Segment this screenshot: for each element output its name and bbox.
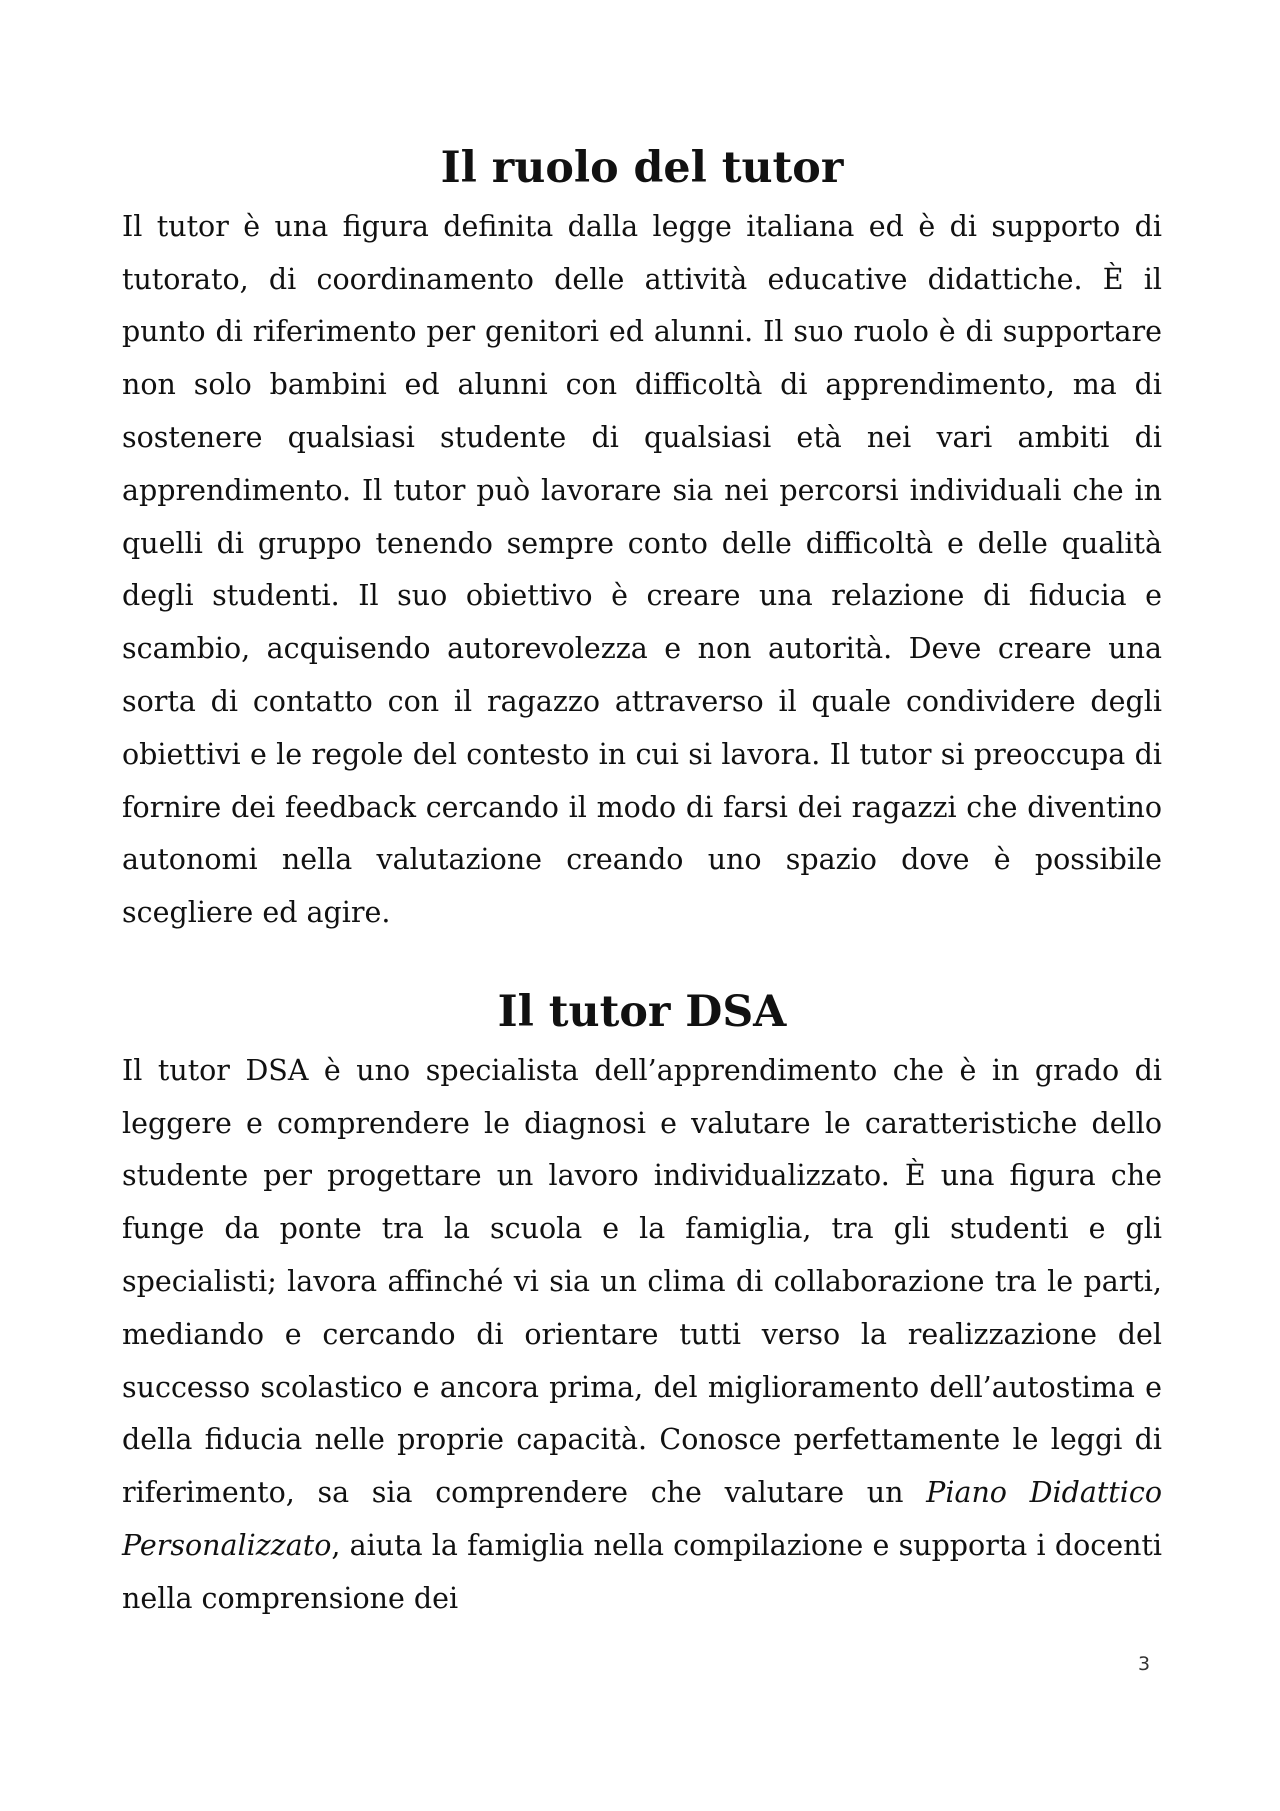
body-text-part2: , aiuta la famiglia nella compilazione e supporta i docenti nella comprensione dei bbox=[122, 1528, 1162, 1615]
body-text-italic-term: Piano Didattico Personalizzato bbox=[122, 1476, 1162, 1562]
section-title-ruolo-tutor: Il ruolo del tutor bbox=[440, 143, 844, 193]
section-spacer bbox=[122, 940, 1162, 992]
section-body-ruolo-tutor: Il tutor è una figura definita dalla legge italiana ed è di supporto di tutorato, di coordinamento delle attività educative didattiche. È il punto di riferimento per genitori ed alunni. Il suo ruolo è di supportare non solo bambini ed alunni con difficoltà di apprendimento, ma di sostenere qualsiasi studente di qualsiasi età nei vari ambiti di apprendimento. Il tutor può lavorare sia nei percorsi individuali che in quelli di gruppo tenendo sempre conto delle difficoltà e delle qualità degli studenti. Il suo obiettivo è creare una relazione di fiducia e scambio, acquisendo autorevolezza e non autorità. Deve creare una sorta di contatto con il ragazzo attraverso il quale condividere degli obiettivi e le regole del contesto in cui si lavora. Il tutor si preoccupa di fornire dei feedback cercando il modo di farsi dei ragazzi che diventino autonomi nella valutazione creando uno spazio dove è possibile scegliere ed agire. bbox=[122, 209, 1162, 930]
body-text-part1: Il tutor DSA è uno specialista dell’apprendimento che è in grado di leggere e comprendere le diagnosi e valutare le caratteristiche dello studente per progettare un lavoro individualizzato. È una figura che funge da ponte tra la scuola e la famiglia, tra gli studenti e gli specialisti; lavora affinché vi sia un clima di collaborazione tra le parti, mediando e cercando di orientare tutti verso la realizzazione del successo scolastico e ancora prima, del miglioramento dell’autostima e della fiducia nelle proprie capacità. Conosce perfettamente le leggi di riferimento, sa sia comprendere che valutare un bbox=[122, 1053, 1162, 1510]
page-content bbox=[122, 143, 1162, 1626]
section-body-tutor-dsa bbox=[122, 1045, 1162, 1626]
section-title-tutor-dsa: Il tutor DSA bbox=[497, 986, 787, 1037]
page-number: 3 bbox=[1138, 1653, 1151, 1675]
